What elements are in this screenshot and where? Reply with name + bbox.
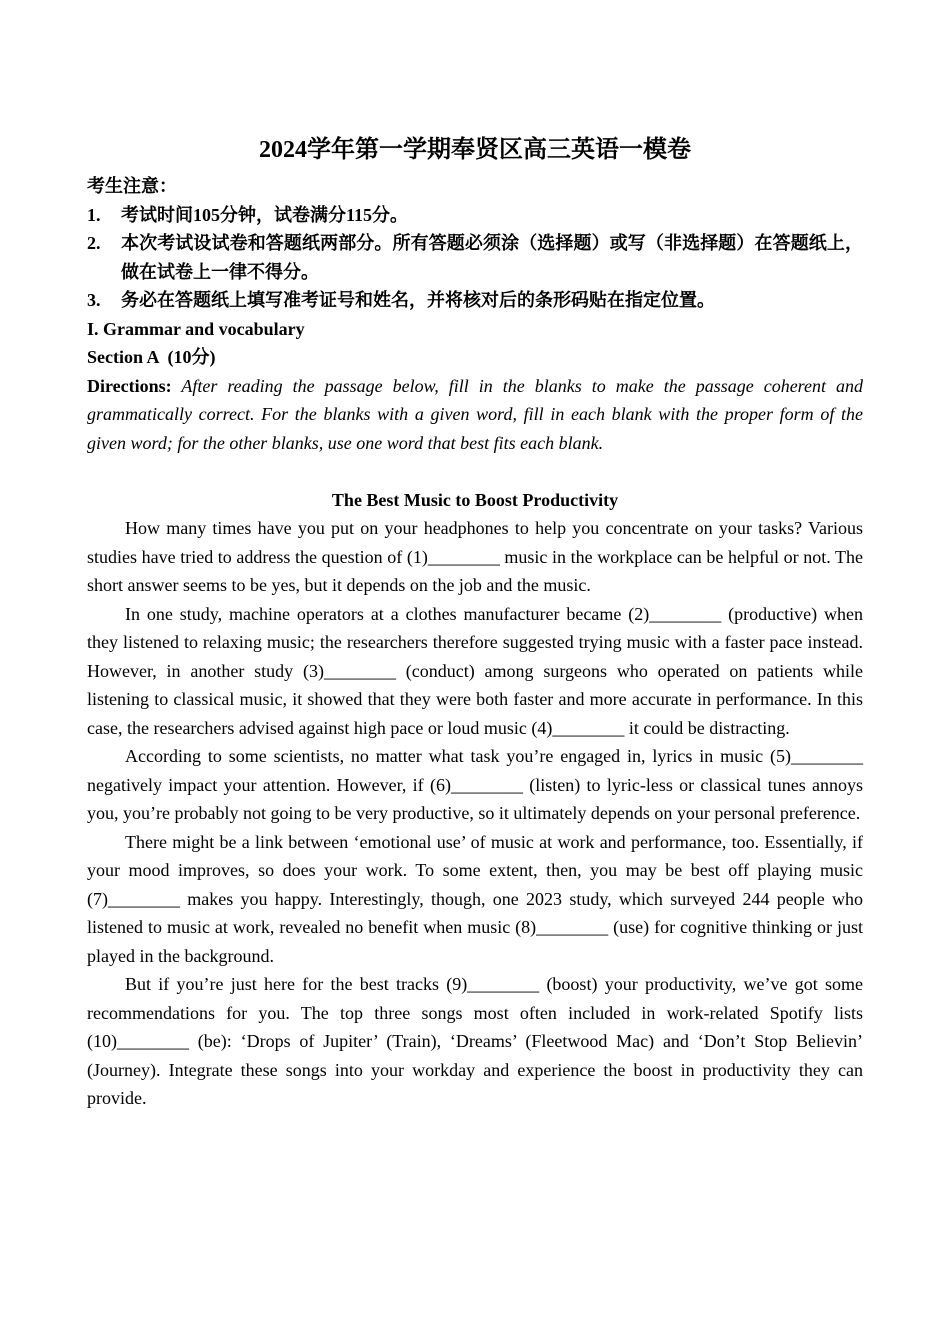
passage-paragraph: According to some scientists, no matter what task you’re engaged in, lyrics in music (5)________ negatively impact your attention. However, if (6)________ (listen) to lyric-less or classical tunes annoys you, you’re probably not going to be very productive, so it ultimately depends on your personal preference. — [87, 746, 863, 823]
section-heading: Section A (10分) — [87, 347, 216, 367]
notice-text: 务必在答题纸上填写准考证号和姓名，并将核对后的条形码贴在指定位置。 — [121, 290, 715, 310]
notice-text: 考试时间105分钟，试卷满分115分。 — [121, 204, 409, 225]
exam-title: 2024学年第一学期奉贤区高三英语一模卷 — [259, 137, 691, 163]
notice-item — [87, 286, 863, 315]
notice-number: 1. — [87, 204, 101, 225]
passage-paragraph: How many times have you put on your headphones to help you concentrate on your tasks? Various studies have tried to address the question of (1)________ music in the workplace can be helpful or not. The short answer seems to be yes, but it depends on the job and the music. — [87, 518, 863, 595]
passage-paragraph: There might be a link between ‘emotional use’ of music at work and performance, too. Essentially, if your mood improves, so does your work. To some extent, then, you may be best off playing music (7)________ makes you happy. Interestingly, though, one 2023 study, which surveyed 244 people who listened to music at work, revealed no benefit when music (8)________ (use) for cognitive thinking or just played in the background. — [87, 831, 863, 966]
directions — [87, 372, 863, 458]
passage-paragraph: In one study, machine operators at a clothes manufacturer became (2)________ (productive) when they listened to relaxing music; the researchers therefore suggested trying music with a faster pace instead. However, in another study (3)________ (conduct) among surgeons who operated on patients while listening to classical music, it showed that they were both faster and more accurate in performance. In this case, the researchers advised against high pace or loud music (4)________ it could be distracting. — [87, 603, 863, 738]
directions-text: After reading the passage below, fill in the blanks to make the passage coherent and grammatically correct. For the blanks with a given word, fill in each blank with the proper form of the given word; for the other blanks, use one word that best fits each blank. — [87, 375, 863, 453]
notice-heading: 考生注意： — [87, 176, 177, 196]
notice-item — [87, 201, 863, 230]
notice-item — [87, 229, 863, 286]
notice-number: 3. — [87, 290, 101, 310]
directions-label: Directions: — [87, 375, 172, 396]
notice-number: 2. — [87, 233, 101, 253]
passage-title: The Best Music to Boost Productivity — [331, 489, 619, 510]
exam-page — [87, 132, 863, 1113]
passage-paragraph: But if you’re just here for the best tracks (9)________ (boost) your productivity, we’ve got some recommendations for you. The top three songs most often included in work-related Spotify lists (10)________ (be): ‘Drops of Jupiter’ (Train), ‘Dreams’ (Fleetwood Mac) and ‘Don’t Stop Believin’ (Journey). Integrate these songs into your workday and experience the boost in productivity they can provide. — [87, 974, 863, 1108]
notice-text: 本次考试设试卷和答题纸两部分。所有答题必须涂（选择题）或写（非选择题）在答题纸上，做在试卷上一律不得分。 — [121, 233, 863, 282]
part-heading: I. Grammar and vocabulary — [87, 318, 305, 339]
